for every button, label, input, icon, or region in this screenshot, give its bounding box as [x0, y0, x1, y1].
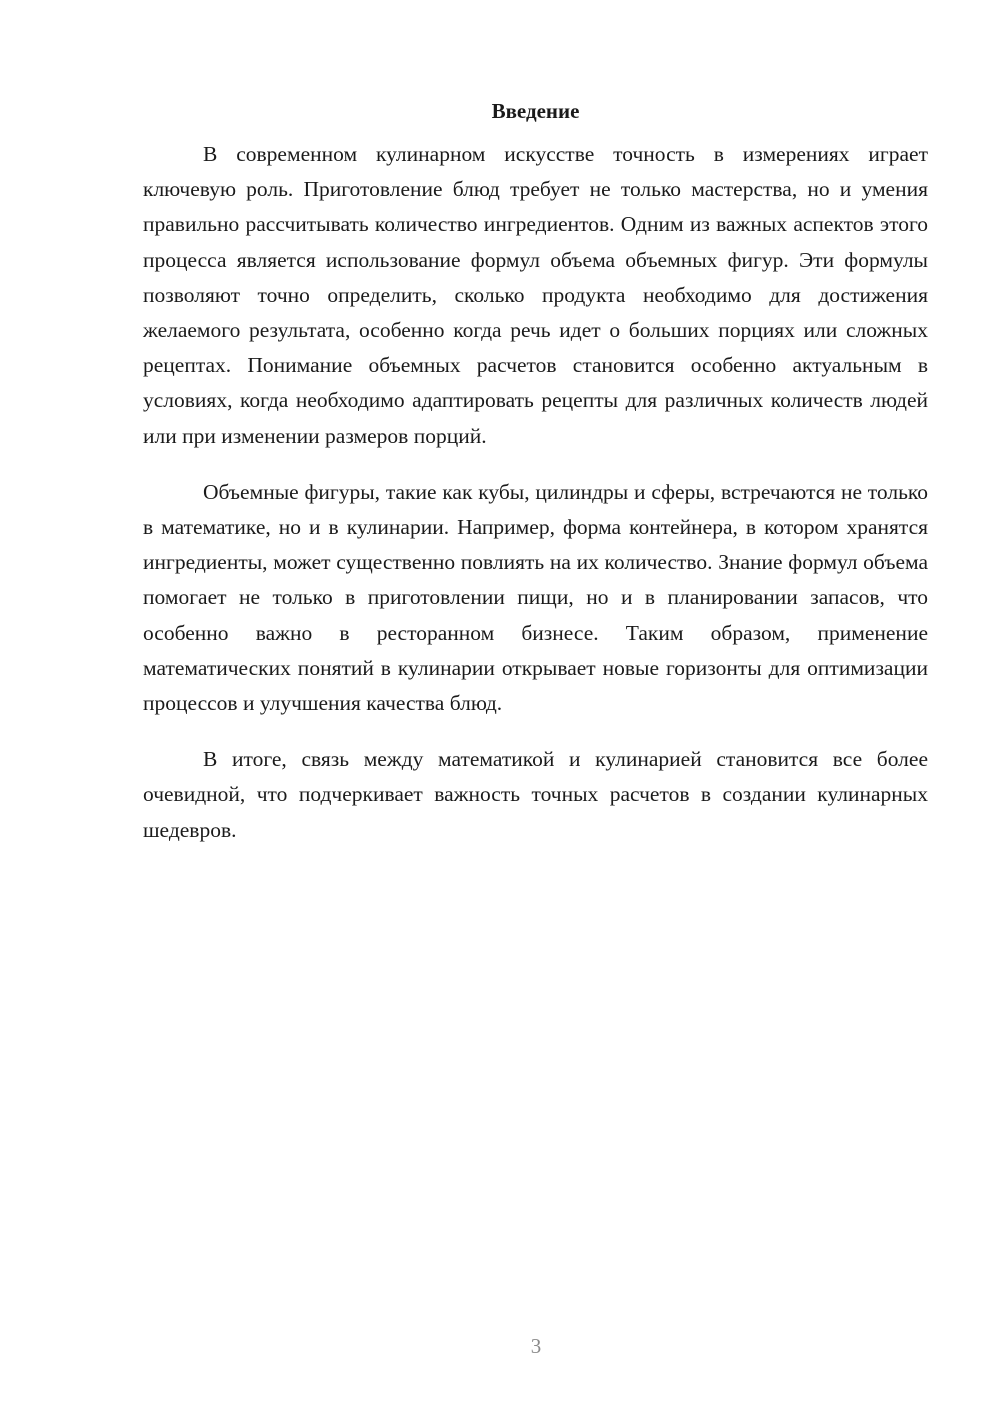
page-number: 3	[530, 1334, 542, 1358]
page-content	[143, 94, 928, 869]
section-title: Введение	[491, 99, 580, 123]
paragraph-2: Объемные фигуры, такие как кубы, цилиндры и сферы, встречаются не только в математике, но и в кулинарии. Например, форма контейнера, в котором хранятся ингредиенты, может существенно повлиять на их количество. Знание формул объема помогает не только в приготовлении пищи, но и в планировании запасов, что особенно важно в ресторанном бизнесе. Таким образом, применение математических понятий в кулинарии открывает новые горизонты для оптимизации процессов и улучшения качества блюд.	[143, 479, 928, 716]
paragraph-3: В итоге, связь между математикой и кулинарией становится все более очевидной, что подчеркивает важность точных расчетов в создании кулинарных шедевров.	[143, 747, 928, 842]
paragraph-1: В современном кулинарном искусстве точность в измерениях играет ключевую роль. Приготовление блюд требует не только мастерства, но и умения правильно рассчитывать количество ингредиентов. Одним из важных аспектов этого процесса является использование формул объема объемных фигур. Эти формулы позволяют точно определить, сколько продукта необходимо для достижения желаемого результата, особенно когда речь идет о больших порциях или сложных рецептах. Понимание объемных расчетов становится особенно актуальным в условиях, когда необходимо адаптировать рецепты для различных количеств людей или при изменении размеров порций.	[143, 142, 928, 448]
